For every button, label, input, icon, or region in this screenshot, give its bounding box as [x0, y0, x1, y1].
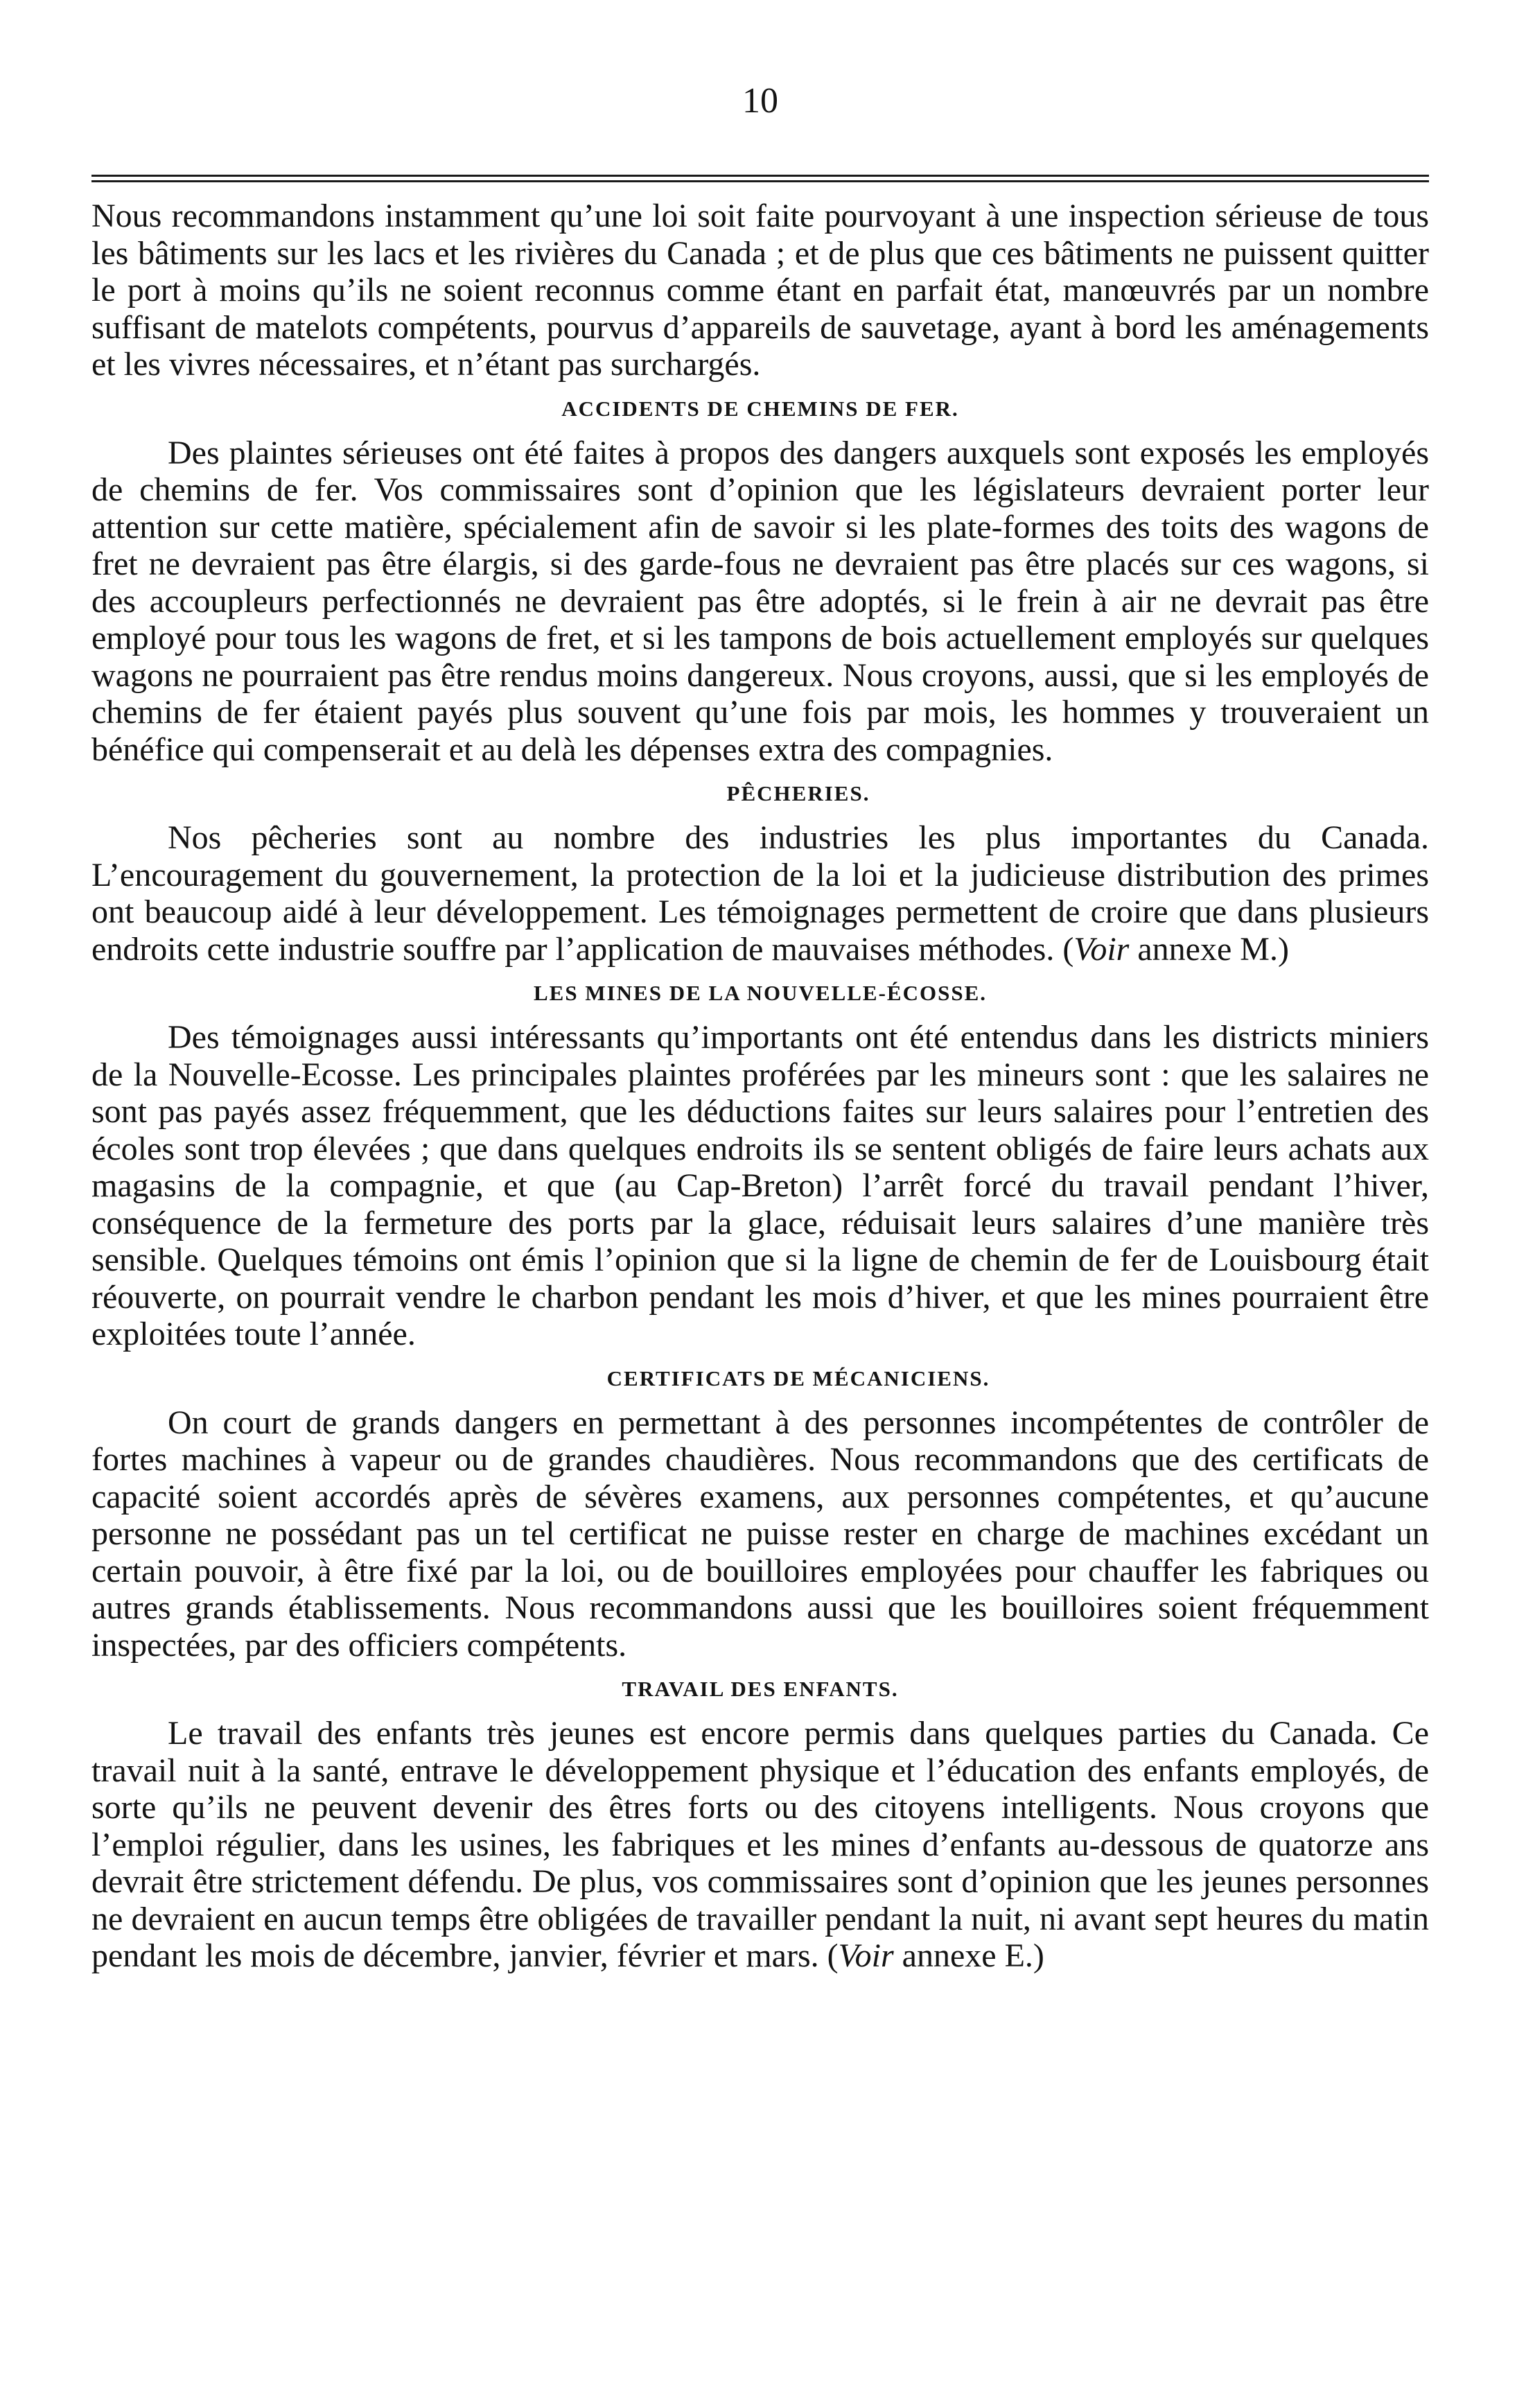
fisheries-text: Nos pêcheries sont au nombre des industries les plus importantes du Canada. L’encouragement du gouvernement, la protection de la loi et la judicieuse distribution des primes ont beaucoup aidé à leur développement. Les témoignages permettent de croire que dans plusieurs endroits cette industrie souffre par l’application de mauvaises méthodes. — [91, 819, 1429, 968]
child-labour-text: Le travail des enfants très jeunes est encore permis dans quelques parties du Canada. Ce travail nuit à la santé, entrave le développement physique et l’éducation des enfants employés, de sorte qu’ils ne peuvent devenir des êtres forts ou des citoyens intelligents. Nous croyons que l’emploi régulier, dans les usines, les fabriques et les mines d’enfants au-dessous de quatorze ans devrait être strictement défendu. De plus, vos commissaires sont d’opinion que les jeunes personnes ne devraient en aucun temps être obligées de travailler pendant la nuit, ni avant sept heures du matin pendant les mois de décembre, janvier, février et mars. — [91, 1715, 1429, 1974]
section-heading-fisheries: PÊCHERIES. — [726, 781, 870, 805]
child-labour-ref-close: annexe E.) — [902, 1937, 1044, 1974]
section-heading-child-labour: TRAVAIL DES ENFANTS. — [622, 1677, 899, 1701]
intro-paragraph: Nous recommandons instamment qu’une loi soit faite pourvoyant à une inspection sérieuse de tous les bâtiments sur les lacs et les rivières du Canada ; et de plus que ces bâtiments ne puissent quitter le port à moins qu’ils ne soient reconnus comme étant en parfait état, manœuvrés par un nombre suffisant de matelots compétents, pourvus d’appareils de sauvetage, ayant à bord les aménagements et les vivres nécessaires, et n’étant pas surchargés. — [91, 198, 1429, 383]
document-page — [91, 83, 1429, 1975]
fisheries-ref-open: ( — [1062, 930, 1074, 968]
section-heading-mines: LES MINES DE LA NOUVELLE-ÉCOSSE. — [533, 981, 988, 1005]
section-paragraph-mines: Des témoignages aussi intéressants qu’importants ont été entendus dans les districts miniers de la Nouvelle-Ecosse. Les principales plaintes proférées par les mineurs sont : que les salaires ne sont pas payés assez fréquemment, que les déductions faites sur leurs salaires pour l’entretien des écoles sont trop élevées ; que dans quelques endroits ils se sentent obligés de faire leurs achats aux magasins de la compagnie, et que (au Cap-Breton) l’arrêt forcé du travail pendant l’hiver, conséquence de la fermeture des ports par la glace, réduisait leurs salaires d’une manière très sensible. Quelques témoins ont émis l’opinion que si la ligne de chemin de fer de Louisbourg était réouverte, on pourrait vendre le charbon pendant les mois d’hiver, et que les mines pourraient être exploitées toute l’année. — [91, 1019, 1429, 1352]
child-labour-ref-open: ( — [827, 1937, 839, 1974]
section-heading-engineers: CERTIFICATS DE MÉCANICIENS. — [606, 1366, 990, 1390]
child-labour-ref-voir: Voir — [838, 1937, 894, 1974]
section-paragraph-engineers: On court de grands dangers en permettant à des personnes incompétentes de contrôler de fortes machines à vapeur ou de grandes chaudières. Nous recommandons que des certificats de capacité soient accordés après de sévères examens, aux personnes compétentes, et qu’aucune personne ne possédant pas un tel certificat ne puisse rester en charge de machines excédant un certain pouvoir, à être fixé par la loi, ou de bouilloires employées pour chauffer les fabriques ou autres grands établissements. Nous recommandons aussi que les bouilloires soient fréquemment inspectées, par des officiers compétents. — [91, 1404, 1429, 1664]
section-paragraph-fisheries — [91, 819, 1429, 968]
fisheries-ref-voir: Voir — [1073, 930, 1130, 968]
fisheries-ref-close: annexe M.) — [1137, 930, 1289, 968]
page-number: 10 — [742, 81, 778, 121]
document-body — [91, 198, 1429, 1975]
header-double-rule — [91, 175, 1429, 182]
section-paragraph-railway: Des plaintes sérieuses ont été faites à propos des dangers auxquels sont exposés les employés de chemins de fer. Vos commissaires sont d’opinion que les législateurs devraient porter leur attention sur cette matière, spécialement afin de savoir si les plate-formes des toits des wagons de fret ne devraient pas être élargis, si des garde-fous ne devraient pas être placés sur ces wagons, si des accoupleurs perfectionnés ne devraient pas être adoptés, si le frein à air ne devrait pas être employé pour tous les wagons de fret, et si les tampons de bois actuellement employés sur quelques wagons ne pourraient pas être rendus moins dangereux. Nous croyons, aussi, que si les employés de chemins de fer étaient payés plus souvent qu’une fois par mois, les hommes y trouveraient un bénéfice qui compenserait et au delà les dépenses extra des compagnies. — [91, 434, 1429, 768]
section-heading-railway: ACCIDENTS DE CHEMINS DE FER. — [561, 396, 959, 421]
section-paragraph-child-labour — [91, 1715, 1429, 1975]
